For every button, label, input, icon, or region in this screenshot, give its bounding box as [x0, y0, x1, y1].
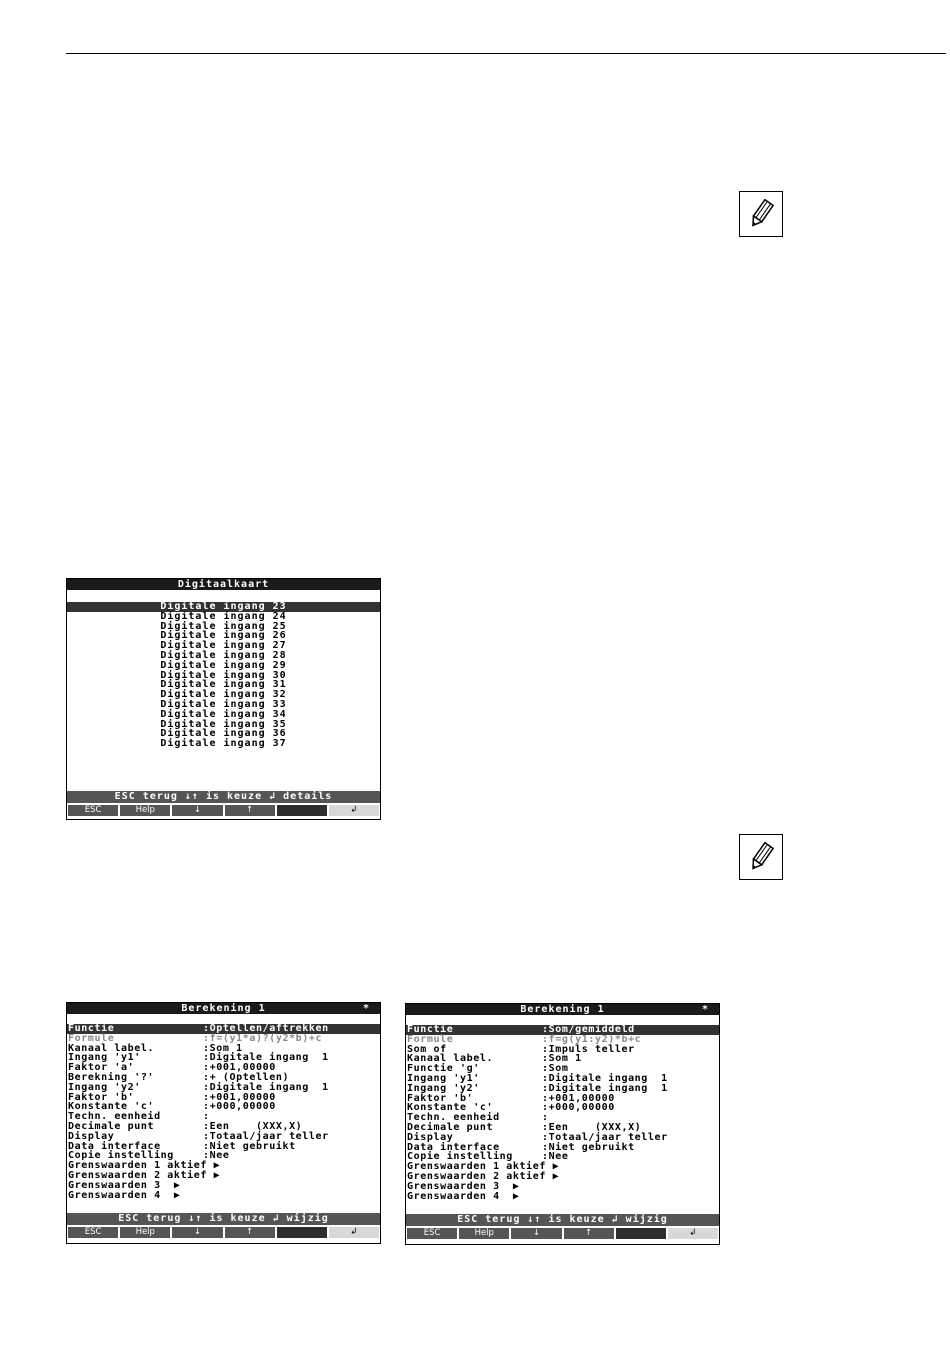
- setting-value: :f=g(y1:y2)*b+c: [542, 1033, 642, 1045]
- setting-value: :Impuls teller: [542, 1043, 635, 1055]
- blank-key[interactable]: [615, 1227, 667, 1240]
- setting-label: Kanaal label.: [407, 1053, 494, 1065]
- enter-key[interactable]: ↲: [667, 1227, 719, 1240]
- setting-label: Display: [68, 1130, 115, 1142]
- status-bar: ESC terug ↓↑ is keuze ↲ details: [67, 791, 380, 803]
- down-arrow-key[interactable]: ↓: [171, 804, 223, 817]
- down-arrow-key[interactable]: ↓: [171, 1226, 223, 1239]
- up-arrow-key[interactable]: ↑: [224, 1226, 276, 1239]
- down-arrow-key[interactable]: ↓: [510, 1227, 562, 1240]
- setting-value: :Optellen/aftrekken: [203, 1023, 329, 1034]
- setting-label: Grenswaarden 2 aktief ▶: [68, 1170, 221, 1181]
- status-bar: ESC terug ↓↑ is keuze ↲ wijzig: [67, 1213, 380, 1225]
- setting-value: :Digitale ingang 1: [203, 1081, 329, 1093]
- list-item[interactable]: Digitale ingang 29: [160, 659, 287, 671]
- softkey-bar: [67, 804, 380, 817]
- setting-label: Faktor 'b': [68, 1091, 135, 1103]
- setting-value: :+001,00000: [203, 1091, 276, 1103]
- list-item[interactable]: Digitale ingang 25: [160, 620, 287, 632]
- setting-label: Functie: [407, 1024, 454, 1035]
- setting-label: Formule: [68, 1032, 115, 1044]
- enter-key[interactable]: ↲: [328, 1226, 380, 1239]
- pencil-note-icon: [739, 191, 783, 237]
- status-bar: ESC terug ↓↑ is keuze ↲ wijzig: [406, 1214, 719, 1226]
- setting-value: :Nee: [542, 1151, 569, 1163]
- up-arrow-key[interactable]: ↑: [224, 804, 276, 817]
- setting-value: :Nee: [203, 1150, 230, 1162]
- modified-marker: *: [362, 1003, 370, 1014]
- setting-label: Data interface: [407, 1141, 500, 1153]
- esc-key[interactable]: ESC: [406, 1227, 458, 1240]
- setting-value: :Som: [542, 1063, 569, 1075]
- up-arrow-key[interactable]: ↑: [563, 1227, 615, 1240]
- calc-left-screen: [66, 1002, 381, 1244]
- setting-label: Grenswaarden 4 ▶: [68, 1189, 181, 1201]
- list-item[interactable]: Digitale ingang 28: [160, 649, 287, 661]
- settings-row[interactable]: [406, 1192, 719, 1202]
- setting-label: Konstante 'c': [407, 1102, 494, 1114]
- setting-label: Functie 'g': [407, 1063, 480, 1075]
- settings-row[interactable]: [67, 1191, 380, 1201]
- setting-label: Som of: [407, 1043, 447, 1055]
- input-list: [67, 602, 380, 749]
- softkey-bar: [67, 1226, 380, 1239]
- list-item[interactable]: Digitale ingang 36: [160, 728, 287, 740]
- setting-label: Kanaal label.: [68, 1042, 155, 1054]
- screen-title-text: Berekening 1: [181, 1003, 266, 1014]
- list-item[interactable]: Digitale ingang 35: [160, 718, 287, 730]
- setting-value: :+001,00000: [542, 1092, 615, 1104]
- list-item[interactable]: Digitale ingang 37: [160, 738, 287, 750]
- setting-value: :: [203, 1111, 210, 1123]
- setting-label: Faktor 'a': [68, 1062, 135, 1074]
- modified-marker: *: [701, 1004, 709, 1015]
- setting-label: Grenswaarden 2 aktief ▶: [407, 1171, 560, 1182]
- setting-value: :Som/gemiddeld: [542, 1024, 635, 1035]
- screen-title: Digitaalkaart: [67, 579, 380, 590]
- setting-value: :Som 1: [203, 1042, 243, 1054]
- setting-label: Ingang 'y2': [407, 1082, 480, 1094]
- setting-label: Berekning '?': [68, 1072, 155, 1083]
- setting-value: :Niet gebruikt: [203, 1140, 296, 1152]
- help-key[interactable]: Help: [458, 1227, 510, 1240]
- setting-label: Ingang 'y1': [68, 1052, 141, 1064]
- setting-value: :Niet gebruikt: [542, 1141, 635, 1153]
- digital-card-screen: [66, 578, 381, 820]
- list-item[interactable]: Digitale ingang 33: [160, 698, 287, 710]
- setting-value: :Som 1: [542, 1053, 582, 1065]
- setting-label: Konstante 'c': [68, 1101, 155, 1113]
- list-item[interactable]: Digitale ingang 31: [160, 679, 287, 691]
- setting-value: :Digitale ingang 1: [203, 1052, 329, 1064]
- setting-label: Copie instelling: [407, 1151, 513, 1163]
- setting-value: :Een (XXX,X): [203, 1121, 303, 1132]
- esc-key[interactable]: ESC: [67, 804, 119, 817]
- header-rule: [66, 53, 946, 54]
- setting-label: Techn. eenheid: [407, 1112, 500, 1124]
- esc-key[interactable]: ESC: [67, 1226, 119, 1239]
- setting-value: :+000,00000: [203, 1101, 276, 1113]
- setting-label: Data interface: [68, 1140, 161, 1152]
- setting-label: Grenswaarden 1 aktief ▶: [68, 1160, 221, 1172]
- setting-value: :Digitale ingang 1: [542, 1073, 668, 1084]
- calc-right-screen: [405, 1003, 720, 1245]
- setting-label: Grenswaarden 3 ▶: [68, 1179, 181, 1191]
- list-item[interactable]: Digitale ingang 34: [160, 708, 287, 720]
- list-item[interactable]: Digitale ingang 26: [160, 630, 287, 642]
- setting-label: Ingang 'y1': [407, 1073, 480, 1084]
- screen-title: [406, 1004, 719, 1015]
- screen-title: [67, 1003, 380, 1014]
- setting-label: Display: [407, 1131, 454, 1143]
- list-item[interactable]: Digitale ingang 27: [160, 640, 287, 652]
- setting-label: Ingang 'y2': [68, 1081, 141, 1093]
- setting-label: Techn. eenheid: [68, 1111, 161, 1123]
- setting-value: :Digitale ingang 1: [542, 1082, 668, 1094]
- enter-key[interactable]: ↲: [328, 804, 380, 817]
- list-item[interactable]: Digitale ingang 32: [160, 689, 287, 701]
- setting-label: Decimale punt: [407, 1122, 494, 1133]
- help-key[interactable]: Help: [119, 804, 171, 817]
- setting-value: :f=(y1*a)?(y2*b)+c: [203, 1032, 323, 1044]
- setting-value: :+ (Optellen): [203, 1072, 290, 1083]
- list-item[interactable]: Digitale ingang 30: [160, 669, 287, 681]
- setting-value: :: [542, 1112, 549, 1124]
- help-key[interactable]: Help: [119, 1226, 171, 1239]
- list-item[interactable]: Digitale ingang 23: [67, 602, 380, 612]
- setting-value: :Totaal/jaar teller: [542, 1131, 668, 1143]
- setting-label: Copie instelling: [68, 1150, 174, 1162]
- setting-label: Grenswaarden 1 aktief ▶: [407, 1161, 560, 1173]
- setting-label: Faktor 'b': [407, 1092, 474, 1104]
- setting-label: Grenswaarden 4 ▶: [407, 1190, 520, 1202]
- screen-title-text: Berekening 1: [520, 1004, 605, 1015]
- list-item[interactable]: Digitale ingang 24: [160, 610, 287, 622]
- setting-label: Decimale punt: [68, 1121, 155, 1132]
- setting-value: :Totaal/jaar teller: [203, 1130, 329, 1142]
- setting-value: :Een (XXX,X): [542, 1122, 642, 1133]
- setting-label: Functie: [68, 1023, 115, 1034]
- pencil-note-icon: [739, 834, 783, 880]
- setting-value: :+001,00000: [203, 1062, 276, 1074]
- setting-label: Grenswaarden 3 ▶: [407, 1180, 520, 1192]
- setting-value: :+000,00000: [542, 1102, 615, 1114]
- softkey-bar: [406, 1227, 719, 1240]
- setting-label: Formule: [407, 1033, 454, 1045]
- blank-key[interactable]: [276, 1226, 328, 1239]
- blank-key[interactable]: [276, 804, 328, 817]
